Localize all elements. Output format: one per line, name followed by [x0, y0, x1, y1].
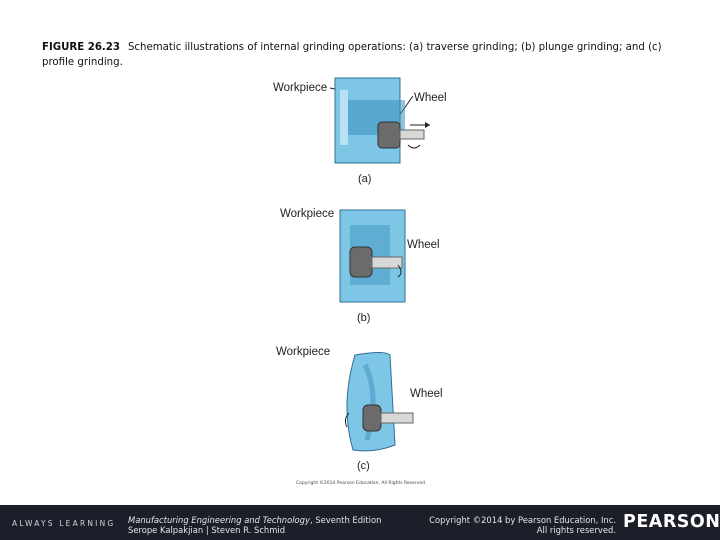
figure-caption — [42, 41, 682, 70]
wheel-c — [363, 405, 381, 431]
figure-number: FIGURE 26.23 — [42, 42, 120, 53]
sublabel-a: (a) — [358, 173, 372, 185]
rights-line: All rights reserved. — [536, 525, 616, 535]
always-learning-tagline: ALWAYS LEARNING — [12, 519, 116, 528]
publisher-rights — [429, 515, 616, 535]
plunge-grinding-diagram — [330, 205, 420, 305]
copyright-line: Copyright ©2014 by Pearson Education, Inc. — [429, 515, 616, 525]
traverse-grinding-diagram — [300, 70, 440, 170]
book-edition: , Seventh Edition — [309, 515, 382, 525]
footer-bar — [0, 505, 720, 540]
workpiece-label-b: Workpiece — [280, 208, 335, 220]
book-title-line — [128, 515, 381, 525]
wheel-label-b: Wheel — [407, 239, 440, 251]
figure-copyright: Copyright ©2014 Pearson Education, All Rights Reserved — [296, 481, 425, 486]
wheel-label-a: Wheel — [414, 92, 447, 104]
book-title: Manufacturing Engineering and Technology — [128, 515, 310, 525]
pearson-logo: PEARSON — [623, 512, 720, 532]
wheel-label-c: Wheel — [410, 388, 443, 400]
sublabel-c: (c) — [357, 460, 370, 472]
profile-grinding-diagram — [335, 345, 425, 460]
wheel-a — [378, 122, 400, 148]
workpiece-label-c: Workpiece — [276, 346, 331, 358]
sublabel-b: (b) — [357, 312, 371, 324]
workpiece-label-a: Workpiece — [273, 82, 328, 94]
wheel-b — [350, 247, 372, 277]
book-authors: Serope Kalpakjian | Steven R. Schmid — [128, 525, 286, 535]
caption-text: Schematic illustrations of internal grinding operations: (a) traverse grinding; (b) plunge grinding; and (c) profile grinding. — [42, 42, 662, 68]
